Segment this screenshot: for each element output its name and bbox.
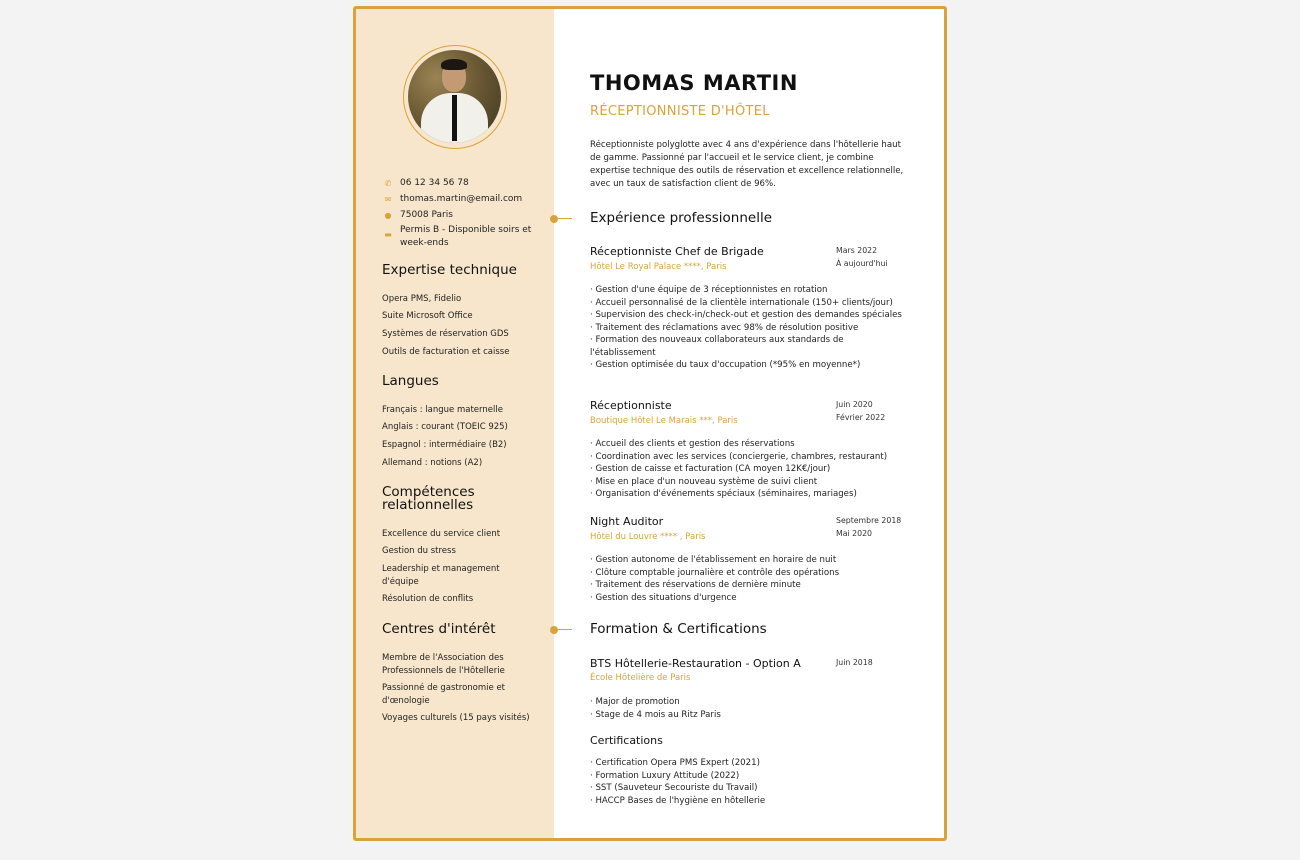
email-icon: ✉: [384, 195, 392, 204]
job-bullet: · Gestion des situations d'urgence: [590, 592, 737, 603]
job-bullet: · Gestion de caisse et facturation (CA moyen 12K€/jour): [590, 464, 831, 474]
job-bullet: · Coordination avec les services (conciergerie, chambres, restaurant): [590, 451, 888, 462]
job-bullet: · Gestion d'une équipe de 3 réceptionnistes en rotation: [590, 285, 828, 295]
profile-photo-frame: [403, 45, 507, 149]
job-company: Boutique Hôtel Le Marais ***, Paris: [590, 416, 738, 426]
job-dates: [836, 515, 926, 540]
profile-photo: [408, 50, 501, 143]
job-bullet: · Clôture comptable journalière et contrôle des opérations: [590, 567, 840, 578]
expertise-item: Outils de facturation et caisse: [382, 347, 510, 357]
job-date-start: Mars 2022: [836, 246, 878, 255]
certification-list: [590, 757, 910, 807]
contact-phone-text: 06 12 34 56 78: [400, 178, 469, 188]
soft-skill-item: Excellence du service client: [382, 529, 501, 539]
contact-license-text: Permis B - Disponible soirs et week-ends: [400, 225, 532, 248]
contact-address-text: 75008 Paris: [400, 210, 453, 220]
degree-title: BTS Hôtellerie-Restauration - Option A: [590, 657, 801, 670]
candidate-role: RÉCEPTIONNISTE D'HÔTEL: [590, 104, 770, 119]
car-icon: ▬: [384, 230, 392, 239]
job-title: Réceptionniste Chef de Brigade: [590, 245, 764, 258]
job-bullet: · Supervision des check-in/check-out et gestion des demandes spéciales: [590, 310, 902, 320]
job-bullet: · Accueil des clients et gestion des réservations: [590, 439, 795, 449]
sidebar: [356, 9, 554, 838]
interest-item: Voyages culturels (15 pays visités): [382, 713, 530, 723]
language-item: Allemand : notions (A2): [382, 458, 483, 468]
interest-item: Membre de l'Association des Professionnels de l'Hôtellerie: [382, 653, 505, 676]
job-title: Night Auditor: [590, 515, 664, 528]
job-bullet: · Organisation d'événements spéciaux (séminaires, mariages): [590, 489, 857, 499]
profile-summary: Réceptionniste polyglotte avec 4 ans d'expérience dans l'hôtellerie haut de gamme. Passionné par l'accueil et le service client, je combine expertise technique des outils de réservation et excellence relationnelle, avec un taux de satisfaction client de 96%.: [590, 140, 904, 189]
job-company: Hôtel Le Royal Palace ****, Paris: [590, 262, 727, 272]
location-pin-icon: ●: [384, 211, 392, 220]
job-bullets: [590, 284, 910, 372]
job-date-start: Juin 2020: [836, 400, 873, 409]
expertise-item: Suite Microsoft Office: [382, 311, 473, 321]
certifications-heading: Certifications: [590, 734, 663, 747]
job-dates: [836, 399, 926, 424]
job-title: Réceptionniste: [590, 399, 672, 412]
degree-school: École Hôtelière de Paris: [590, 673, 691, 683]
degree-date: Juin 2018: [836, 658, 873, 667]
job-bullet: · Mise en place d'un nouveau système de suivi client: [590, 476, 818, 487]
certification-item: · SST (Sauveteur Secouriste du Travail): [590, 783, 758, 793]
certification-item: · Formation Luxury Attitude (2022): [590, 770, 740, 781]
interests-heading: Centres d'intérêt: [382, 621, 496, 637]
job-bullets: [590, 438, 910, 501]
job-bullets: [590, 554, 910, 604]
job-date-start: Septembre 2018: [836, 516, 902, 525]
degree-bullet: · Stage de 4 mois au Ritz Paris: [590, 709, 721, 720]
resume-page: [353, 6, 947, 841]
contact-email-text: thomas.martin@email.com: [400, 194, 523, 204]
job-date-end: À aujourd'hui: [836, 258, 888, 268]
soft-skill-item: Leadership et management d'équipe: [382, 564, 500, 587]
candidate-name: THOMAS MARTIN: [590, 71, 798, 95]
soft-skills-heading: Compétences relationnelles: [382, 484, 475, 513]
certification-item: · Certification Opera PMS Expert (2021): [590, 758, 760, 768]
job-date-end: Mai 2020: [836, 528, 872, 538]
phone-icon: ✆: [384, 179, 392, 188]
job-company: Hôtel du Louvre **** , Paris: [590, 532, 706, 542]
job-dates: [836, 245, 926, 270]
main-content: [554, 9, 944, 838]
experience-heading: Expérience professionnelle: [590, 210, 773, 226]
job-bullet: · Traitement des réservations de dernière minute: [590, 580, 801, 590]
job-date-end: Février 2022: [836, 412, 886, 422]
language-item: Français : langue maternelle: [382, 405, 503, 415]
job-bullet: · Accueil personnalisé de la clientèle internationale (150+ clients/jour): [590, 297, 893, 308]
degree-bullets: [590, 696, 910, 721]
job-bullet: · Traitement des réclamations avec 98% de résolution positive: [590, 322, 859, 333]
expertise-item: Systèmes de réservation GDS: [382, 329, 509, 339]
soft-skill-item: Résolution de conflits: [382, 594, 474, 604]
job-bullet: · Formation des nouveaux collaborateurs aux standards de l'établissement: [590, 335, 844, 358]
language-item: Espagnol : intermédiaire (B2): [382, 440, 507, 450]
interest-item: Passionné de gastronomie et d'œnologie: [382, 683, 506, 706]
expertise-heading: Expertise technique: [382, 262, 517, 278]
job-bullet: · Gestion autonome de l'établissement en horaire de nuit: [590, 555, 837, 565]
job-bullet: · Gestion optimisée du taux d'occupation (*95% en moyenne*): [590, 360, 861, 370]
soft-skill-item: Gestion du stress: [382, 546, 456, 556]
languages-heading: Langues: [382, 373, 439, 389]
expertise-item: Opera PMS, Fidelio: [382, 294, 462, 304]
education-heading: Formation & Certifications: [590, 621, 767, 637]
certification-item: · HACCP Bases de l'hygiène en hôtellerie: [590, 795, 766, 806]
language-item: Anglais : courant (TOEIC 925): [382, 422, 508, 432]
degree-bullet: · Major de promotion: [590, 697, 680, 707]
